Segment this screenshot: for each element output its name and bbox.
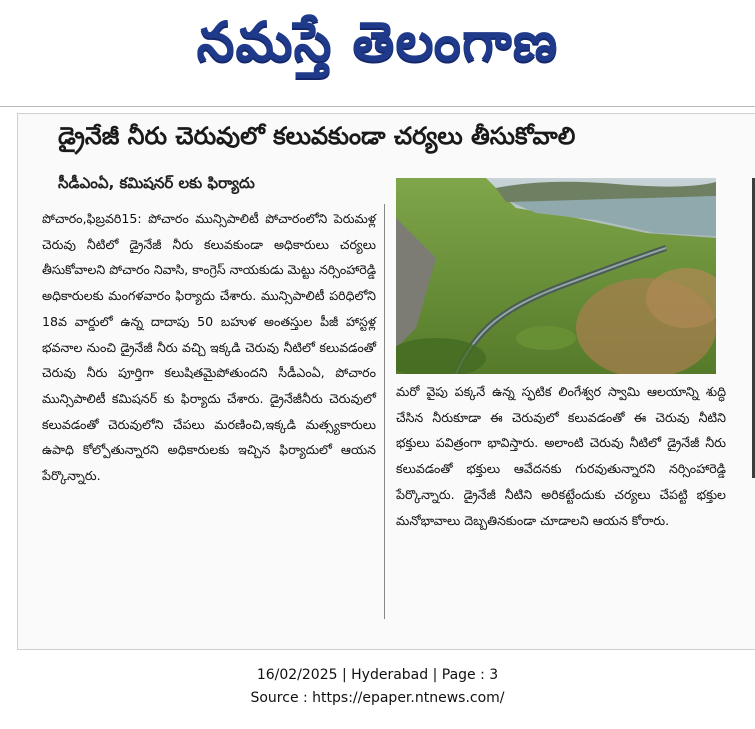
footer-date-location-page: 16/02/2025 | Hyderabad | Page : 3 [256, 667, 499, 683]
article-column-left [42, 206, 376, 489]
article-headline: డ్రైనేజీ నీరు చెరువులో కలువకుండా చర్యలు తీసుకోవాలి [58, 122, 576, 150]
masthead-logo: నమస్తే తెలంగాణ [196, 9, 559, 73]
article-subheadline: సీడీఎంఏ, కమిషనర్ లకు ఫిర్యాదు [58, 174, 255, 192]
masthead-divider [0, 106, 755, 107]
page-footer [0, 664, 755, 710]
column-divider [384, 204, 385, 619]
news-clipping [17, 113, 755, 650]
footer-source: Source : https://epaper.ntnews.com/ [250, 690, 505, 706]
article-body-right: మరో వైపు పక్కనే ఉన్న స్ఫటిక లింగేశ్వర స్వామి ఆలయాన్ని శుద్ధి చేసిన నీరుకూడా ఈ చెరువులో కలువడంతో ఈ చెరువు నీటిని భక్తులు పవిత్రంగా భావిస్తారు. అలాంటి చెరువు నీటిలో డ్రైనేజీ నీరు కలువడంతో భక్తులు ఆవేదనకు గురవుతున్నారని నర్సింహారెడ్డి పేర్కొన్నారు. డ్రైనేజీ నీటిని అరికట్టేందుకు చర్యలు చేపట్టి భక్తుల మనోభావాలు దెబ్బతినకుండా చూడాలని ఆయన కోరారు. [396, 384, 726, 528]
lake-drainage-photo [396, 178, 716, 374]
article-photo [396, 178, 716, 374]
newspaper-masthead [0, 0, 755, 96]
article-body-left: పోచారం,ఫిబ్రవరి15: పోచారం మున్సిపాలిటీ పోచారంలోని పెరుమళ్ల చెరువు నీటిలో డ్రైనేజీ నీరు కలువకుండా అధికారులు చర్యలు తీసుకోవాలని పోచారం నివాసి, కాంగ్రెస్ నాయకుడు మెట్టు నర్సింహారెడ్డి అధికారులకు మంగళవారం ఫిర్యాదు చేశారు. మున్సిపాలిటీ పరిధిలోని 18వ వార్డులో ఉన్న దాదాపు 50 బహుళ అంతస్తుల పీజీ హాస్టళ్ల భవనాల నుంచి డ్రైనేజీ నీరు వచ్చి ఇక్కడి చెరువు నీటిలో కలువడంతో చెరువు నీరు పూర్తిగా కలుషితమైపోతుందని సీడీఎంఏ, పోచారం మున్సిపాలిటీ కమిషనర్ కు ఫిర్యాదు చేశారు. డ్రైనేజీనీరు చెరువులో కలువడంతో చెరువులోని చేపలు మరణించి,ఇక్కడి మత్స్యకారులు ఉపాధి కోల్పోతున్నారని అధికారులకు ఇచ్చిన ఫిర్యాదులో ఆయన పేర్కొన్నారు. [42, 211, 377, 484]
article-column-right [396, 379, 726, 533]
